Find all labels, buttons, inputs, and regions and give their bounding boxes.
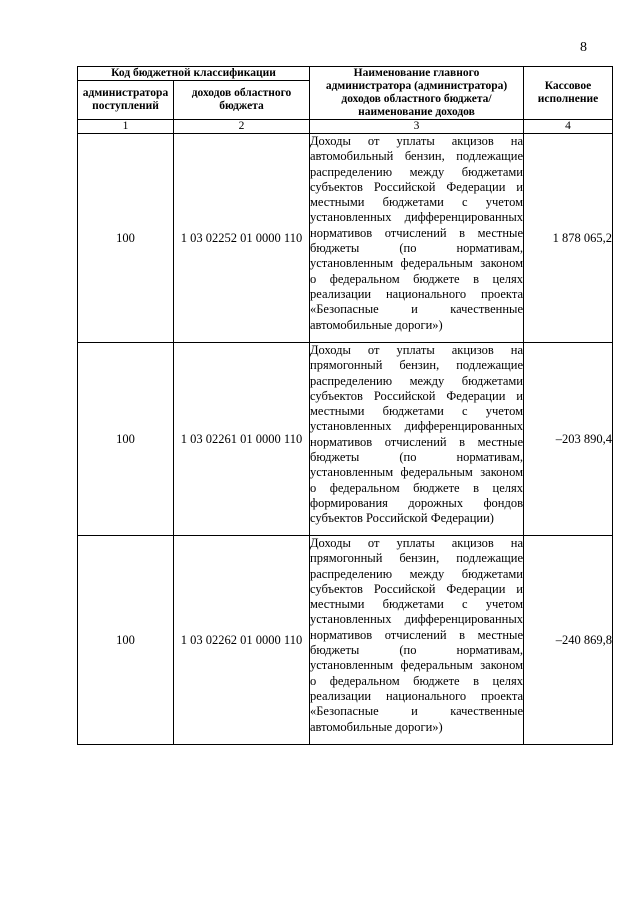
header-amount: Кассовое исполнение xyxy=(524,67,613,120)
table-row xyxy=(78,536,613,745)
header-admin: администратора поступлений xyxy=(78,81,174,120)
budget-code-cell: 1 03 02252 01 0000 110 xyxy=(174,134,310,343)
description-cell: Доходы от уплаты акцизов на прямогонный бензин, подлежащие распределению между бюджетами субъектов Российской Федерации и местными бюджетами с учетом установленных дифференцированных нормативов отчислений в местные бюджеты (по нормативам, установленным федеральным законом о федеральном бюджете в целях формирования дорожных фондов субъектов Российской Федерации) xyxy=(310,343,524,536)
budget-code-cell: 1 03 02262 01 0000 110 xyxy=(174,536,310,745)
column-number: 1 xyxy=(78,120,174,134)
admin-code-cell: 100 xyxy=(78,134,174,343)
header-name: Наименование главного администратора (администратора) доходов областного бюджета/ наименование доходов xyxy=(310,67,524,120)
amount-cell: –203 890,4 xyxy=(524,343,613,536)
column-number: 2 xyxy=(174,120,310,134)
header-row-1 xyxy=(78,67,613,81)
table-row xyxy=(78,134,613,343)
budget-code-cell: 1 03 02261 01 0000 110 xyxy=(174,343,310,536)
admin-code-cell: 100 xyxy=(78,536,174,745)
column-number-row xyxy=(78,120,613,134)
column-number: 3 xyxy=(310,120,524,134)
admin-code-cell: 100 xyxy=(78,343,174,536)
header-budget-classification: Код бюджетной классификации xyxy=(78,67,310,81)
amount-cell: 1 878 065,2 xyxy=(524,134,613,343)
budget-table xyxy=(77,66,613,745)
header-income: доходов областного бюджета xyxy=(174,81,310,120)
description-cell: Доходы от уплаты акцизов на автомобильный бензин, подлежащие распределению между бюджетами субъектов Российской Федерации и местными бюджетами с учетом установленных дифференцированных нормативов отчислений в местные бюджеты (по нормативам, установленным федеральным законом о федеральном бюджете в целях реализации национального проекта «Безопасные и качественные автомобильные дороги») xyxy=(310,134,524,343)
column-number: 4 xyxy=(524,120,613,134)
table-row xyxy=(78,343,613,536)
page-number: 8 xyxy=(580,40,587,55)
amount-cell: –240 869,8 xyxy=(524,536,613,745)
description-cell: Доходы от уплаты акцизов на прямогонный бензин, подлежащие распределению между бюджетами субъектов Российской Федерации и местными бюджетами с учетом установленных дифференцированных нормативов отчислений в местные бюджеты (по нормативам, установленным федеральным законом о федеральном бюджете в целях реализации национального проекта «Безопасные и качественные автомобильные дороги») xyxy=(310,536,524,745)
